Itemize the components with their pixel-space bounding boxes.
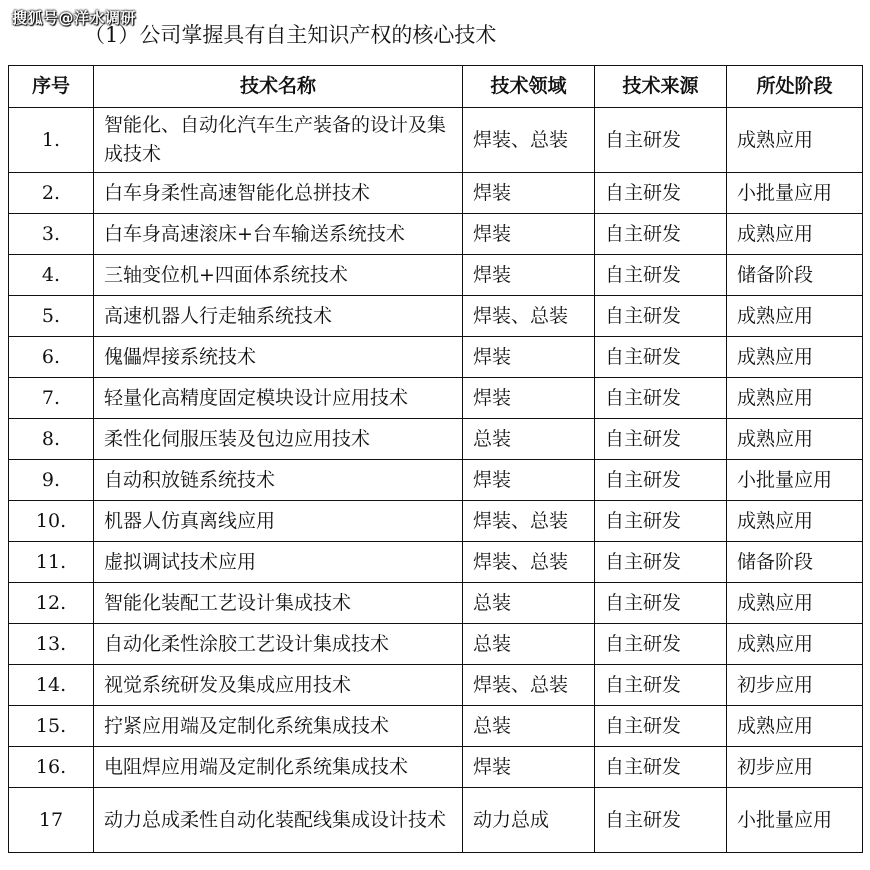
table-row [9, 419, 863, 460]
tech-name-cell: 虚拟调试技术应用 [94, 542, 463, 583]
tech-name-cell: 白车身高速滚床+台车输送系统技术 [94, 214, 463, 255]
table-row [9, 501, 863, 542]
stage-cell: 初步应用 [727, 665, 863, 706]
tech-name-cell: 三轴变位机+四面体系统技术 [94, 255, 463, 296]
table-row [9, 624, 863, 665]
header-tech-source: 技术来源 [595, 66, 727, 108]
row-index-cell: 7. [9, 378, 94, 419]
stage-cell: 成熟应用 [727, 624, 863, 665]
stage-cell: 成熟应用 [727, 108, 863, 173]
table-row [9, 378, 863, 419]
tech-source-cell: 自主研发 [595, 108, 727, 173]
tech-source-cell: 自主研发 [595, 173, 727, 214]
table-row [9, 706, 863, 747]
tech-source-cell: 自主研发 [595, 419, 727, 460]
tech-name-cell: 傀儡焊接系统技术 [94, 337, 463, 378]
header-tech-name: 技术名称 [94, 66, 463, 108]
tech-field-cell: 焊装 [463, 378, 595, 419]
table-row [9, 214, 863, 255]
tech-source-cell: 自主研发 [595, 501, 727, 542]
tech-field-cell: 焊装、总装 [463, 501, 595, 542]
tech-name-cell: 轻量化高精度固定模块设计应用技术 [94, 378, 463, 419]
stage-cell: 储备阶段 [727, 255, 863, 296]
tech-field-cell: 焊装 [463, 460, 595, 501]
table-row [9, 788, 863, 853]
tech-name-cell: 白车身柔性高速智能化总拼技术 [94, 173, 463, 214]
table-row [9, 255, 863, 296]
core-technology-table [8, 65, 863, 853]
row-index-cell: 13. [9, 624, 94, 665]
tech-field-cell: 焊装 [463, 173, 595, 214]
tech-name-cell: 机器人仿真离线应用 [94, 501, 463, 542]
tech-field-cell: 焊装、总装 [463, 108, 595, 173]
tech-field-cell: 焊装、总装 [463, 665, 595, 706]
tech-source-cell: 自主研发 [595, 337, 727, 378]
row-index-cell: 17 [9, 788, 94, 853]
stage-cell: 成熟应用 [727, 337, 863, 378]
table-row [9, 108, 863, 173]
row-index-cell: 11. [9, 542, 94, 583]
table-row [9, 583, 863, 624]
tech-source-cell: 自主研发 [595, 624, 727, 665]
tech-source-cell: 自主研发 [595, 665, 727, 706]
tech-field-cell: 总装 [463, 706, 595, 747]
tech-field-cell: 焊装、总装 [463, 542, 595, 583]
header-stage: 所处阶段 [727, 66, 863, 108]
row-index-cell: 8. [9, 419, 94, 460]
tech-field-cell: 焊装 [463, 337, 595, 378]
row-index-cell: 6. [9, 337, 94, 378]
tech-name-cell: 动力总成柔性自动化装配线集成设计技术 [94, 788, 463, 853]
tech-source-cell: 自主研发 [595, 214, 727, 255]
tech-name-cell: 电阻焊应用端及定制化系统集成技术 [94, 747, 463, 788]
section-heading: （1）公司掌握具有自主知识产权的核心技术 [84, 23, 497, 47]
row-index-cell: 5. [9, 296, 94, 337]
stage-cell: 成熟应用 [727, 419, 863, 460]
tech-name-cell: 智能化、自动化汽车生产装备的设计及集成技术 [94, 108, 463, 173]
table-row [9, 542, 863, 583]
tech-name-cell: 智能化装配工艺设计集成技术 [94, 583, 463, 624]
table-row [9, 747, 863, 788]
row-index-cell: 15. [9, 706, 94, 747]
tech-name-cell: 柔性化伺服压装及包边应用技术 [94, 419, 463, 460]
row-index-cell: 9. [9, 460, 94, 501]
table-header-row [9, 66, 863, 108]
tech-source-cell: 自主研发 [595, 460, 727, 501]
header-tech-field: 技术领域 [463, 66, 595, 108]
row-index-cell: 3. [9, 214, 94, 255]
tech-field-cell: 焊装 [463, 214, 595, 255]
stage-cell: 成熟应用 [727, 214, 863, 255]
tech-source-cell: 自主研发 [595, 542, 727, 583]
stage-cell: 储备阶段 [727, 542, 863, 583]
tech-field-cell: 总装 [463, 583, 595, 624]
table-row [9, 173, 863, 214]
tech-source-cell: 自主研发 [595, 788, 727, 853]
tech-name-cell: 高速机器人行走轴系统技术 [94, 296, 463, 337]
tech-name-cell: 自动化柔性涂胶工艺设计集成技术 [94, 624, 463, 665]
table-row [9, 337, 863, 378]
row-index-cell: 2. [9, 173, 94, 214]
tech-source-cell: 自主研发 [595, 706, 727, 747]
table-row [9, 665, 863, 706]
tech-field-cell: 焊装 [463, 747, 595, 788]
stage-cell: 成熟应用 [727, 501, 863, 542]
tech-name-cell: 拧紧应用端及定制化系统集成技术 [94, 706, 463, 747]
stage-cell: 成熟应用 [727, 296, 863, 337]
tech-field-cell: 焊装 [463, 255, 595, 296]
row-index-cell: 16. [9, 747, 94, 788]
tech-name-cell: 视觉系统研发及集成应用技术 [94, 665, 463, 706]
tech-source-cell: 自主研发 [595, 255, 727, 296]
table-row [9, 460, 863, 501]
row-index-cell: 12. [9, 583, 94, 624]
stage-cell: 初步应用 [727, 747, 863, 788]
tech-field-cell: 动力总成 [463, 788, 595, 853]
header-index: 序号 [9, 66, 94, 108]
row-index-cell: 1. [9, 108, 94, 173]
stage-cell: 小批量应用 [727, 788, 863, 853]
row-index-cell: 10. [9, 501, 94, 542]
row-index-cell: 14. [9, 665, 94, 706]
stage-cell: 小批量应用 [727, 173, 863, 214]
tech-source-cell: 自主研发 [595, 583, 727, 624]
stage-cell: 成熟应用 [727, 378, 863, 419]
tech-source-cell: 自主研发 [595, 747, 727, 788]
stage-cell: 小批量应用 [727, 460, 863, 501]
tech-name-cell: 自动积放链系统技术 [94, 460, 463, 501]
stage-cell: 成熟应用 [727, 706, 863, 747]
row-index-cell: 4. [9, 255, 94, 296]
stage-cell: 成熟应用 [727, 583, 863, 624]
tech-field-cell: 焊装、总装 [463, 296, 595, 337]
tech-source-cell: 自主研发 [595, 378, 727, 419]
tech-source-cell: 自主研发 [595, 296, 727, 337]
table-row [9, 296, 863, 337]
watermark: 搜狐号@洋水调研 [12, 9, 137, 27]
tech-field-cell: 总装 [463, 419, 595, 460]
tech-field-cell: 总装 [463, 624, 595, 665]
